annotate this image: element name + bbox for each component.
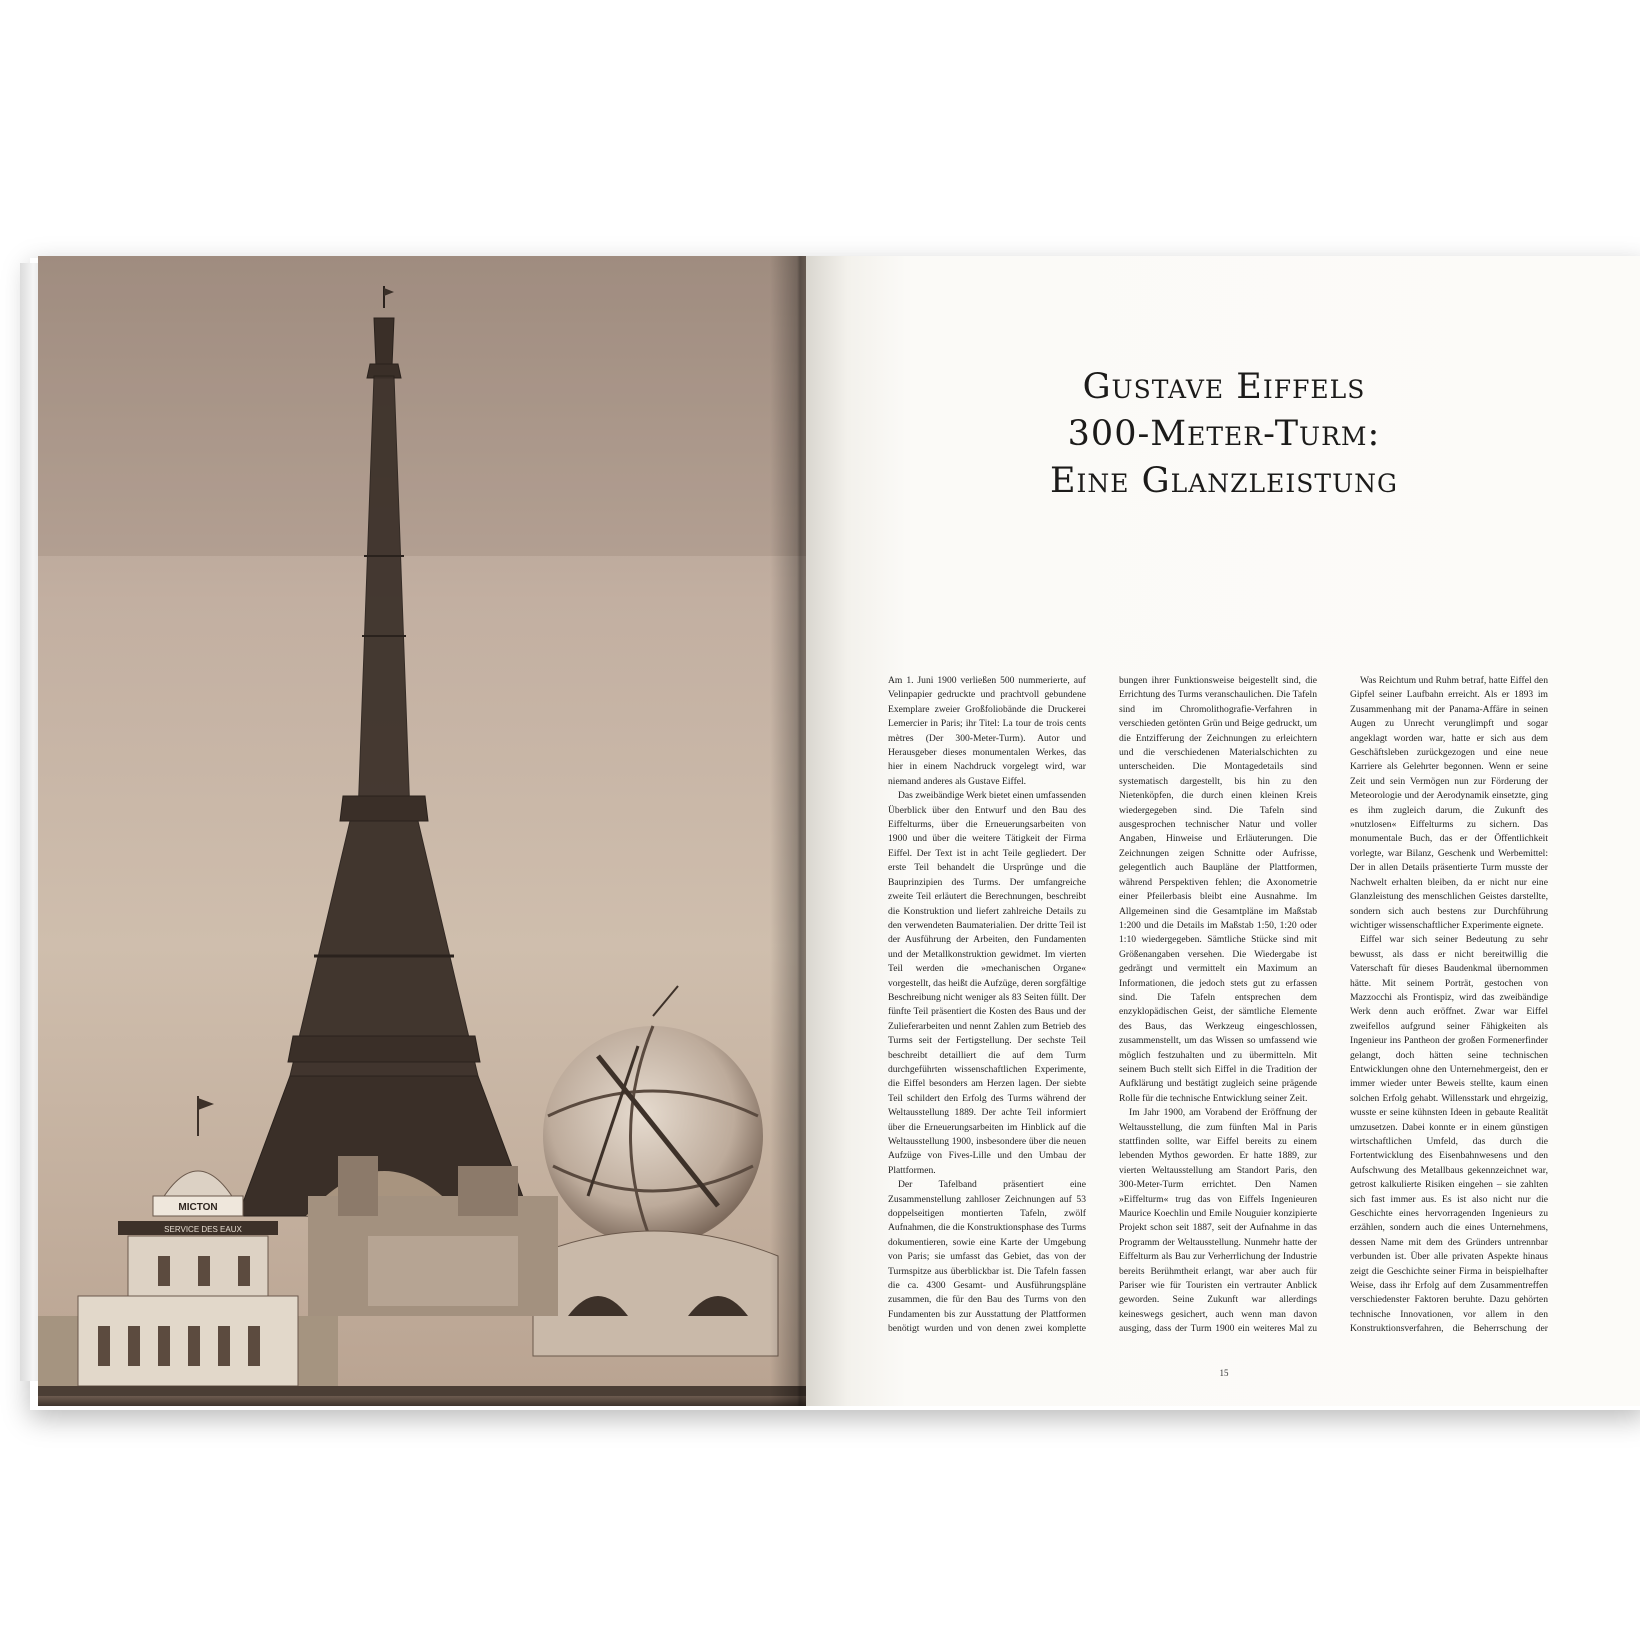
paragraph: Eiffel war sich seiner Bedeutung zu sehr bewusst, als dass er nicht bereitwillig die Vaterschaft für dieses Baudenkmal übernommen hätte. Mit seinem Porträt, gestochen von Mazzocchi als Frontispiz, wird das zweibändige Werk denn auch eröffnet. Zwar war Eiffel zweifellos aufgrund seiner Fähigkeiten als Ingenieur ins Pantheon der großen Formenerfinder gelangt, doch hätten seine technischen Entwicklungen ohne den Unternehmergeist, den er immer wieder unter Beweis stellte, kaum einen solchen Erfolg gehabt. Willensstark und ehrgeizig, wusste er seine kühnsten Ideen in gebaute Realität umzusetzen. Dabei konnte er in einem günstigen wirtschaftlichen Umfeld, das durch die Fortentwicklung des Eisenbahnwesens und den Aufschwung des Metallbaus gekennzeichnet war, getrost kalkulierte Risiken eingehen – sie zahlten sich fast immer aus. Es ist also nicht nur die Geschichte eines hervorragenden Ingenieurs zu erzählen, sondern auch die eines Unternehmens, dessen Name mit dem des Gründers untrennbar verbunden ist. Über alle privaten Aspekte hinaus zeigt die Geschichte seiner Firma in beispielhafter Weise, dass ihr Erfolg auf dem Zusammentreffen verschiedenster Faktoren beruhte. Dazu gehörten technische Innovationen, vor allem in den Konstruktionsverfahren, die Beherrschung der (1350, 934, 1548, 1334)
right-page-text (806, 256, 1640, 1406)
pavilion-sign: SERVICE DES EAUX (164, 1225, 242, 1234)
title-line-2: 300-Meter-Turm: (1067, 414, 1381, 454)
chapter-title (806, 364, 1640, 505)
river-seine (38, 1396, 808, 1406)
title-line-1: Gustave Eiffels (1082, 367, 1366, 407)
paragraph: Am 1. Juni 1900 verließen 500 nummerierte, auf Velinpapier gedruckte und prachtvoll gebundene Exemplare zweier Großfoliobände die Druckerei Lemercier in Paris; ihr Titel: La tour de trois cents mètres (Der 300-Meter-Turm). Autor und Herausgeber dieses monumentalen Werkes, das hier in einem Nachdruck vorgelegt wird, war niemand anderes als Gustave Eiffel. (888, 675, 1086, 787)
text-columns (888, 674, 1548, 1334)
text-column-1 (888, 674, 1086, 1334)
paragraph: Im Jahr 1900, am Vorabend der Eröffnung der Weltausstellung, die zum fünften Mal in Paris stattfinden sollte, war Eiffel bereits zu einem lebenden Mythos geworden. Er hatte 1889, zur vierten Weltausstellung am Standort Paris, den 300-Meter-Turm errichtet. Den Namen »Eiffelturm« trug das von Eiffels Ingenieuren Maurice Koechlin und Emile Nouguier konzipierte Projekt schon seit 1887, seit der Aufnahme in das Programm der Weltausstellung. Nunmehr hatte der Eiffelturm als Bau zur Verherrlichung der Industrie bereits Berühmtheit erlangt, war aber auch für Pariser wie für Touristen ein vertrauter Anblick geworden. Seine Zukunft war allerdings keineswegs gesichert, auch wenn man davon ausging, dass der Turm 1900 ein weiteres Mal zu (1119, 1107, 1317, 1334)
page-number: 15 (1219, 1368, 1229, 1378)
paragraph: bungen ihrer Funktionsweise beigestellt sind, die Errichtung des Turms veranschaulichen. Die Tafeln sind im Chromolithografie-Verfahren in verschieden getönten Grün und Beige gedruckt, um die Entzifferung der Zeichnungen zu erleichtern und die verschiedenen Materialschichten zu unterscheiden. Die Montagedetails sind systematisch dargestellt, bis hin zu den Nietenköpfen, die durch einen kleinen Kreis wiedergegeben sind. Die Tafeln sind ausgesprochen technischer Natur und voller Angaben, Hinweise und Erläuterungen. Die Zeichnungen zeigen Schnitte oder Aufrisse, gelegentlich auch Baupläne der Plattformen, während Perspektiven fehlen; die Axonometrie einer Pfeilerbasis bleibt eine Ausnahme. Im Allgemeinen sind die Gesamtpläne im Maßstab 1:200 und die Details im Maßstab 1:50, 1:20 oder 1:10 wiedergegeben. Sämtliche Stücke sind mit Größenangaben versehen. Die Wiedergabe ist gedrängt und vermittelt ein Maximum an Informationen, die jedoch stets gut zu erfassen sind. Die Tafeln entsprechen dem enzyklopädischen Geist, der sämtliche Elemente des Baus, das Werkzeug eingeschlossen, zusammenstellt, um das Wissen so umfassend wie möglich festzuhalten und zu übermitteln. Mit seinem Buch stellt sich Eiffel in die Tradition der Aufklärung und bestätigt zugleich seine prägende Rolle für die technische Entwicklung seiner Zeit. (1119, 675, 1317, 1104)
text-column-3 (1350, 674, 1548, 1334)
title-line-3: Eine Glanzleistung (1050, 461, 1398, 501)
left-page-photo (38, 256, 808, 1406)
paragraph: Der Tafelband präsentiert eine Zusammenstellung zahlloser Zeichnungen auf 53 doppelseitigen montierten Tafeln, zwölf Aufnahmen, die die Konstruktionsphase des Turms dokumentieren, sowie eine Karte der Umgebung von Paris; sie umfasst das Gebiet, das von der Turmspitze aus überblickbar ist. Die Tafeln fassen die ca. 4300 Gesamt- und Ausführungspläne zusammen, die für den Bau des Turms von den Fundamenten bis zur Ausstattung der Plattformen benötigt wurden und von denen zwei komplette (888, 1179, 1086, 1334)
pavilion-banner: MICTON (178, 1202, 218, 1213)
eiffel-tower-photo (38, 256, 808, 1406)
paragraph: Was Reichtum und Ruhm betraf, hatte Eiffel den Gipfel seiner Laufbahn erreicht. Als er 1893 im Zusammenhang mit der Panama-Affäre in seinen Augen zu Unrecht verunglimpft und sogar angeklagt worden war, hatte er sich aus dem Geschäftsleben zurückgezogen und eine neue Karriere als Gelehrter begonnen. Wenn er seine Zeit und sein Vermögen nun zur Förderung der Meteorologie und der Aerodynamik einsetzte, ging es ihm zugleich darum, die Zukunft des »nutzlosen« Eiffelturms zu sichern. Das monumentale Buch, das er der Öffentlichkeit vorlegte, war Bilanz, Geschenk und Werbemittel: Der in allen Details präsentierte Turm musste der Nachwelt erhalten bleiben, da er nicht nur eine Glanzleistung des menschlichen Geistes darstellte, sondern sich auch bestens zur Durchführung wichtiger wissenschaftlicher Experimente eignete. (1350, 675, 1548, 931)
paragraph: Das zweibändige Werk bietet einen umfassenden Überblick über den Entwurf und den Bau des Eiffelturms, über die Erneuerungsarbeiten von 1900 und über die weitere Tätigkeit der Firma Eiffel. Der Text ist in acht Teile gegliedert. Der erste Teil behandelt die Ursprünge und die Bauprinzipien des Turms. Der umfangreiche zweite Teil erläutert die Berechnungen, beschreibt die Konstruktion und liefert zahlreiche Details zu den verwendeten Baumaterialien. Der dritte Teil ist der Ausführung der Arbeiten, den Fundamenten und der Metallkonstruktion gewidmet. Im vierten Teil werden die »mechanischen Organe« vorgestellt, das heißt die Aufzüge, deren sorgfältige Beschreibung nicht weniger als 83 Seiten füllt. Der fünfte Teil präsentiert die Kosten des Baus und der Zulieferarbeiten und nennt Zahlen zum Betrieb des Turms seit der Fertigstellung. Der sechste Teil beschreibt detailliert die auf dem Turm durchgeführten wissenschaftlichen Experimente, die Eiffel besonders am Herzen lagen. Der siebte Teil schildert den Erfolg des Turms während der Weltausstellung 1889. Der achte Teil informiert über die Erneuerungsarbeiten im Hinblick auf die Weltausstellung 1900, insbesondere über die neuen Aufzüge von Fives-Lille und den Umbau der Plattformen. (888, 790, 1086, 1176)
text-column-2 (1119, 674, 1317, 1334)
